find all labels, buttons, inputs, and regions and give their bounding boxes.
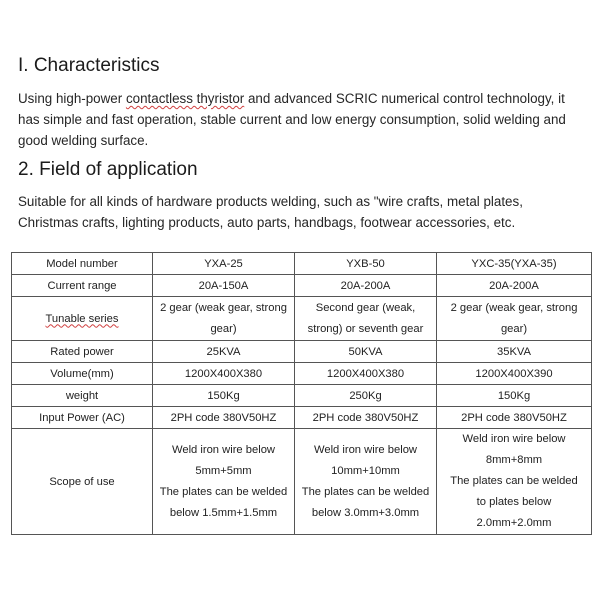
cell-line: Weld iron wire below [462,433,566,445]
cell-line: 5mm+5mm [195,464,252,477]
cell [437,297,592,341]
cell: 150Kg [153,385,295,407]
cell-line: to plates below [476,496,552,508]
cell [295,429,437,535]
table-row [12,253,592,275]
spellcheck-underlined-term: contactless thyristor [125,91,245,106]
row-label: Input Power (AC) [12,407,153,429]
cell: 20A-200A [295,275,437,297]
cell: YXA-25 [153,253,295,275]
cell: 2PH code 380V50HZ [295,407,437,429]
row-label: Volume(mm) [12,363,153,385]
cell [153,429,295,535]
cell: 20A-200A [437,275,592,297]
table-row [12,297,592,341]
cell: YXB-50 [295,253,437,275]
cell: 20A-150A [153,275,295,297]
row-label: Model number [12,253,153,275]
table-row [12,275,592,297]
row-label: Rated power [12,341,153,363]
cell: 35KVA [437,341,592,363]
cell-line: gear) [500,322,528,335]
section-2-heading: 2. Field of application [18,159,198,180]
cell-line: gear) [210,322,237,335]
cell-line: below 1.5mm+1.5mm [169,506,278,519]
characteristics-text-end: and advanced SCRIC numerical control technology, it has simple and fast operation, stable current and low energy consumption, solid welding and good welding surface. [18,91,566,148]
cell-line: The plates can be welded [159,485,288,498]
cell [153,297,295,341]
cell [437,429,592,535]
cell-line: 2 gear (weak gear, strong [160,301,287,314]
application-paragraph: Suitable for all kinds of hardware products welding, such as "wire crafts, metal plates, Christmas crafts, lighting products, auto parts, handbags, footwear accessories, etc. [18,194,523,230]
cell-line: Second gear (weak, [315,301,416,314]
cell-line: strong) or seventh gear [307,322,424,335]
cell-line: Weld iron wire below [171,443,275,456]
table-row [12,363,592,385]
spec-table [11,252,592,535]
characteristics-paragraph [18,88,578,151]
cell-line: 10mm+10mm [331,464,400,477]
cell: 1200X400X380 [295,363,437,385]
row-label: Scope of use [12,429,153,535]
cell [295,297,437,341]
cell: 1200X400X380 [153,363,295,385]
cell-line: The plates can be welded [301,485,430,498]
table-row [12,429,592,535]
characteristics-text-start: Using high-power [18,91,126,106]
cell: 2PH code 380V50HZ [437,407,592,429]
cell: 150Kg [437,385,592,407]
row-label [12,297,153,341]
cell: 50KVA [295,341,437,363]
cell: 25KVA [153,341,295,363]
cell-line: 2.0mm+2.0mm [476,517,552,529]
cell-line: 8mm+8mm [485,454,543,466]
row-label: Current range [12,275,153,297]
cell: YXC-35(YXA-35) [437,253,592,275]
section-1-heading: I. Characteristics [18,55,160,76]
table-row [12,341,592,363]
spellcheck-underlined-label: Tunable series [45,312,119,325]
cell-line: 2 gear (weak gear, strong [450,301,578,314]
row-label: weight [12,385,153,407]
table-row [12,407,592,429]
cell-line: Weld iron wire below [313,443,417,456]
cell: 1200X400X390 [437,363,592,385]
cell-line: The plates can be welded [450,475,578,487]
cell: 2PH code 380V50HZ [153,407,295,429]
cell: 250Kg [295,385,437,407]
cell-line: below 3.0mm+3.0mm [311,506,420,519]
table-row [12,385,592,407]
